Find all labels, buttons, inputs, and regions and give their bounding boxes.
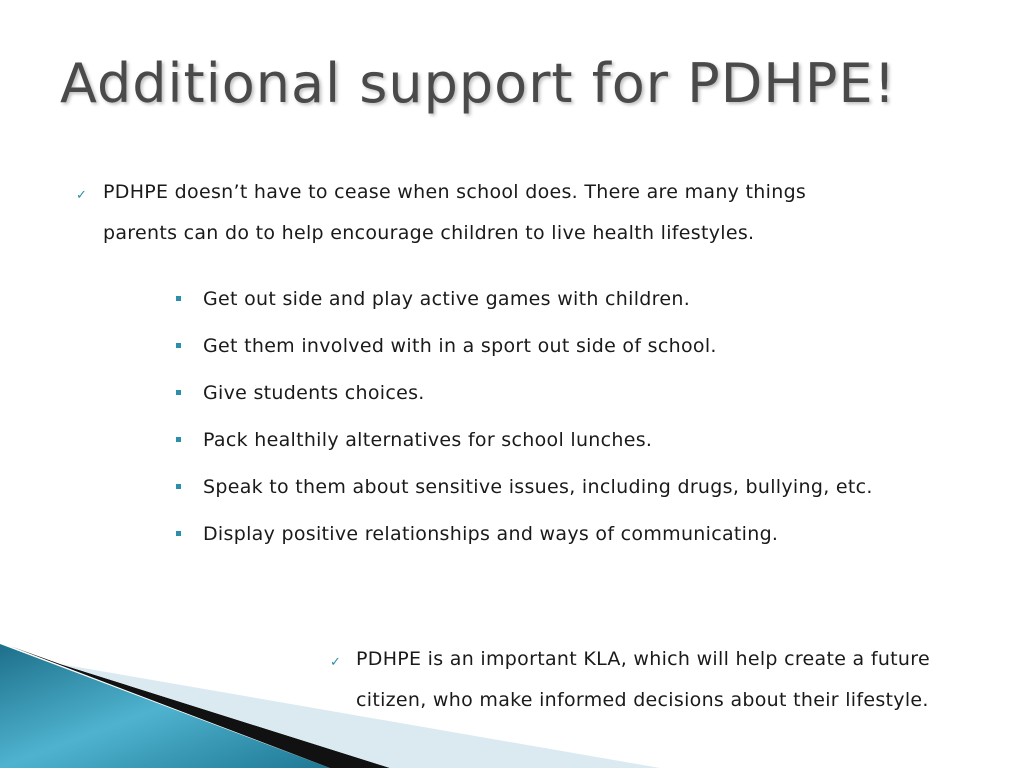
checkmark-icon: ✓ (76, 188, 87, 203)
square-bullet-icon (176, 437, 181, 442)
list-item-text: Pack healthily alternatives for school lunches. (203, 429, 653, 451)
list-item-text: Speak to them about sensitive issues, including drugs, bullying, etc. (203, 476, 873, 498)
bullet-2-line-1: PDHPE is an important KLA, which will help create a future (356, 648, 930, 670)
square-bullet-icon (176, 531, 181, 536)
list-item-text: Give students choices. (203, 382, 425, 404)
square-bullet-icon (176, 484, 181, 489)
bullet-2-line-2: citizen, who make informed decisions about their lifestyle. (356, 689, 929, 711)
bullet-1-line-2: parents can do to help encourage children to live health lifestyles. (103, 222, 755, 244)
checkmark-icon: ✓ (330, 655, 341, 670)
slide-title: Additional support for PDHPE! (60, 52, 897, 115)
bullet-1 (103, 172, 806, 254)
square-bullet-icon (176, 343, 181, 348)
list-item-text: Get them involved with in a sport out side of school. (203, 335, 717, 357)
list-item-text: Display positive relationships and ways of communicating. (203, 523, 779, 545)
list-item-text: Get out side and play active games with children. (203, 288, 691, 310)
bullet-2 (356, 639, 930, 721)
square-bullet-icon (176, 390, 181, 395)
bullet-1-line-1: PDHPE doesn’t have to cease when school does. There are many things (103, 181, 807, 203)
square-bullet-icon (176, 296, 181, 301)
